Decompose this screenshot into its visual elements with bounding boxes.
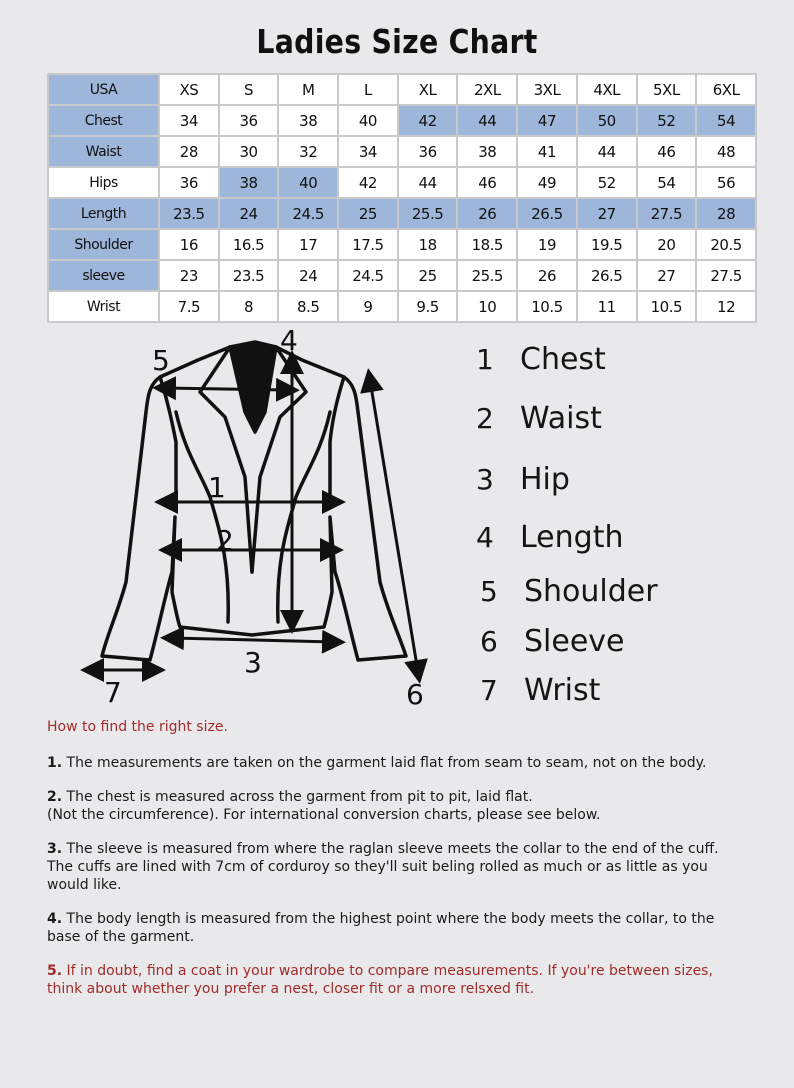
- instruction-item: [47, 754, 747, 772]
- hip-arrow: [172, 638, 334, 642]
- table-cell: 10: [457, 291, 517, 322]
- table-cell: 54: [696, 105, 756, 136]
- table-cell: 19: [517, 229, 577, 260]
- instruction-item: [47, 840, 747, 894]
- header-cell: S: [219, 74, 279, 105]
- table-cell: 18.5: [457, 229, 517, 260]
- row-label: Shoulder: [48, 229, 159, 260]
- legend-label: Sleeve: [524, 624, 625, 659]
- table-cell: 44: [398, 167, 458, 198]
- table-cell: 23: [159, 260, 219, 291]
- row-label: Hips: [48, 167, 159, 198]
- table-cell: 12: [696, 291, 756, 322]
- table-cell: 25.5: [457, 260, 517, 291]
- header-cell: 3XL: [517, 74, 577, 105]
- table-cell: 24: [278, 260, 338, 291]
- table-cell: 24.5: [278, 198, 338, 229]
- table-cell: 8: [219, 291, 279, 322]
- legend-number: 1: [476, 343, 494, 376]
- instruction-item: [47, 910, 747, 946]
- header-cell: 4XL: [577, 74, 637, 105]
- instruction-number: 3.: [47, 841, 63, 857]
- legend-number: 6: [480, 625, 498, 658]
- table-cell: 20: [637, 229, 697, 260]
- row-label: Length: [48, 198, 159, 229]
- table-cell: 10.5: [517, 291, 577, 322]
- table-cell: 44: [577, 136, 637, 167]
- table-cell: 44: [457, 105, 517, 136]
- table-cell: 26: [517, 260, 577, 291]
- table-cell: 16.5: [219, 229, 279, 260]
- header-cell: 2XL: [457, 74, 517, 105]
- legend-label: Hip: [520, 462, 570, 497]
- table-cell: 9: [338, 291, 398, 322]
- marker-1: 1: [208, 471, 226, 504]
- legend-number: 7: [480, 674, 498, 707]
- page-title: Ladies Size Chart: [256, 22, 538, 61]
- legend-item: [480, 574, 658, 609]
- table-cell: 25: [398, 260, 458, 291]
- table-row: [48, 136, 756, 167]
- instruction-text: If in doubt, find a coat in your wardrobe to compare measurements. If you're between sizes, think about whether you prefer a nest, closer fit or a more relsxed fit.: [47, 963, 713, 997]
- table-cell: 38: [219, 167, 279, 198]
- table-cell: 25.5: [398, 198, 458, 229]
- header-cell: 5XL: [637, 74, 697, 105]
- table-cell: 24.5: [338, 260, 398, 291]
- table-cell: 17.5: [338, 229, 398, 260]
- table-cell: 7.5: [159, 291, 219, 322]
- jacket-collar: [230, 342, 276, 432]
- table-cell: 46: [457, 167, 517, 198]
- header-cell: 6XL: [696, 74, 756, 105]
- marker-4: 4: [280, 324, 298, 357]
- legend-number: 3: [476, 463, 494, 496]
- table-cell: 16: [159, 229, 219, 260]
- table-cell: 48: [696, 136, 756, 167]
- legend-item: [476, 342, 606, 377]
- table-cell: 26.5: [577, 260, 637, 291]
- table-row: [48, 291, 756, 322]
- shoulder-arrow: [164, 388, 288, 390]
- table-cell: 49: [517, 167, 577, 198]
- table-cell: 34: [338, 136, 398, 167]
- row-label: Waist: [48, 136, 159, 167]
- table-cell: 27.5: [696, 260, 756, 291]
- legend-item: [480, 673, 600, 708]
- header-cell: M: [278, 74, 338, 105]
- jacket-seam-left: [176, 412, 228, 622]
- table-cell: 52: [577, 167, 637, 198]
- table-cell: 27.5: [637, 198, 697, 229]
- table-cell: 32: [278, 136, 338, 167]
- table-cell: 26: [457, 198, 517, 229]
- marker-2: 2: [216, 524, 234, 557]
- row-label: Chest: [48, 105, 159, 136]
- instructions-heading: How to find the right size.: [47, 719, 228, 735]
- table-cell: 23.5: [219, 260, 279, 291]
- marker-5: 5: [152, 344, 170, 377]
- table-cell: 42: [338, 167, 398, 198]
- table-cell: 23.5: [159, 198, 219, 229]
- table-cell: 10.5: [637, 291, 697, 322]
- legend-label: Chest: [520, 342, 606, 377]
- table-cell: 47: [517, 105, 577, 136]
- table-cell: 11: [577, 291, 637, 322]
- legend-label: Waist: [520, 401, 602, 436]
- instruction-item: [47, 788, 747, 824]
- row-label: Wrist: [48, 291, 159, 322]
- table-cell: 28: [696, 198, 756, 229]
- table-cell: 54: [637, 167, 697, 198]
- table-cell: 27: [577, 198, 637, 229]
- legend-label: Length: [520, 520, 624, 555]
- table-cell: 17: [278, 229, 338, 260]
- instruction-number: 2.: [47, 789, 63, 805]
- jacket-sleeve-left: [160, 377, 176, 502]
- table-cell: 50: [577, 105, 637, 136]
- table-cell: 40: [338, 105, 398, 136]
- table-cell: 24: [219, 198, 279, 229]
- table-cell: 20.5: [696, 229, 756, 260]
- legend-item: [480, 624, 625, 659]
- legend-number: 5: [480, 575, 498, 608]
- legend-number: 4: [476, 521, 494, 554]
- table-row: [48, 229, 756, 260]
- instruction-text: The chest is measured across the garment from pit to pit, laid flat.: [62, 789, 533, 805]
- legend-item: [476, 462, 570, 497]
- legend-label: Wrist: [524, 673, 601, 708]
- instruction-text: The measurements are taken on the garment laid flat from seam to seam, not on the body.: [62, 755, 707, 771]
- table-row: [48, 260, 756, 291]
- table-cell: 26.5: [517, 198, 577, 229]
- table-cell: 9.5: [398, 291, 458, 322]
- instruction-item: [47, 962, 747, 998]
- marker-3: 3: [244, 646, 262, 679]
- table-cell: 18: [398, 229, 458, 260]
- instruction-text: The sleeve is measured from where the raglan sleeve meets the collar to the end of the cuff. The cuffs are lined with 7cm of corduroy so they'll suit beling rolled as much or as little as you would like.: [47, 841, 719, 893]
- table-cell: 30: [219, 136, 279, 167]
- table-header-row: [48, 74, 756, 105]
- header-cell: USA: [48, 74, 159, 105]
- instruction-text-note: (Not the circumference). For international conversion charts, please see below.: [47, 807, 601, 823]
- table-row: [48, 198, 756, 229]
- jacket-sleeve-right: [330, 377, 344, 502]
- marker-6: 6: [406, 678, 424, 711]
- table-cell: 52: [637, 105, 697, 136]
- table-cell: 38: [278, 105, 338, 136]
- table-cell: 36: [219, 105, 279, 136]
- instruction-number: 4.: [47, 911, 63, 927]
- header-cell: XS: [159, 74, 219, 105]
- instruction-text: The body length is measured from the highest point where the body meets the collar, to the base of the garment.: [47, 911, 715, 945]
- table-cell: 27: [637, 260, 697, 291]
- table-cell: 25: [338, 198, 398, 229]
- table-cell: 19.5: [577, 229, 637, 260]
- jacket-seam-right: [278, 412, 330, 622]
- table-cell: 42: [398, 105, 458, 136]
- header-cell: XL: [398, 74, 458, 105]
- size-instructions: [47, 718, 747, 1014]
- legend-label: Shoulder: [524, 574, 658, 609]
- table-cell: 40: [278, 167, 338, 198]
- instruction-number: 1.: [47, 755, 63, 771]
- legend-item: [476, 520, 623, 555]
- table-cell: 8.5: [278, 291, 338, 322]
- table-cell: 56: [696, 167, 756, 198]
- table-cell: 28: [159, 136, 219, 167]
- instruction-number: 5.: [47, 963, 63, 979]
- jacket-measurement-diagram: [80, 322, 440, 712]
- table-row: [48, 167, 756, 198]
- marker-7: 7: [104, 676, 122, 709]
- legend-number: 2: [476, 402, 494, 435]
- table-cell: 34: [159, 105, 219, 136]
- header-cell: L: [338, 74, 398, 105]
- table-cell: 38: [457, 136, 517, 167]
- table-cell: 46: [637, 136, 697, 167]
- table-row: [48, 105, 756, 136]
- table-cell: 36: [398, 136, 458, 167]
- row-label: sleeve: [48, 260, 159, 291]
- table-cell: 36: [159, 167, 219, 198]
- legend-item: [476, 401, 602, 436]
- table-cell: 41: [517, 136, 577, 167]
- size-chart-table: [47, 73, 757, 323]
